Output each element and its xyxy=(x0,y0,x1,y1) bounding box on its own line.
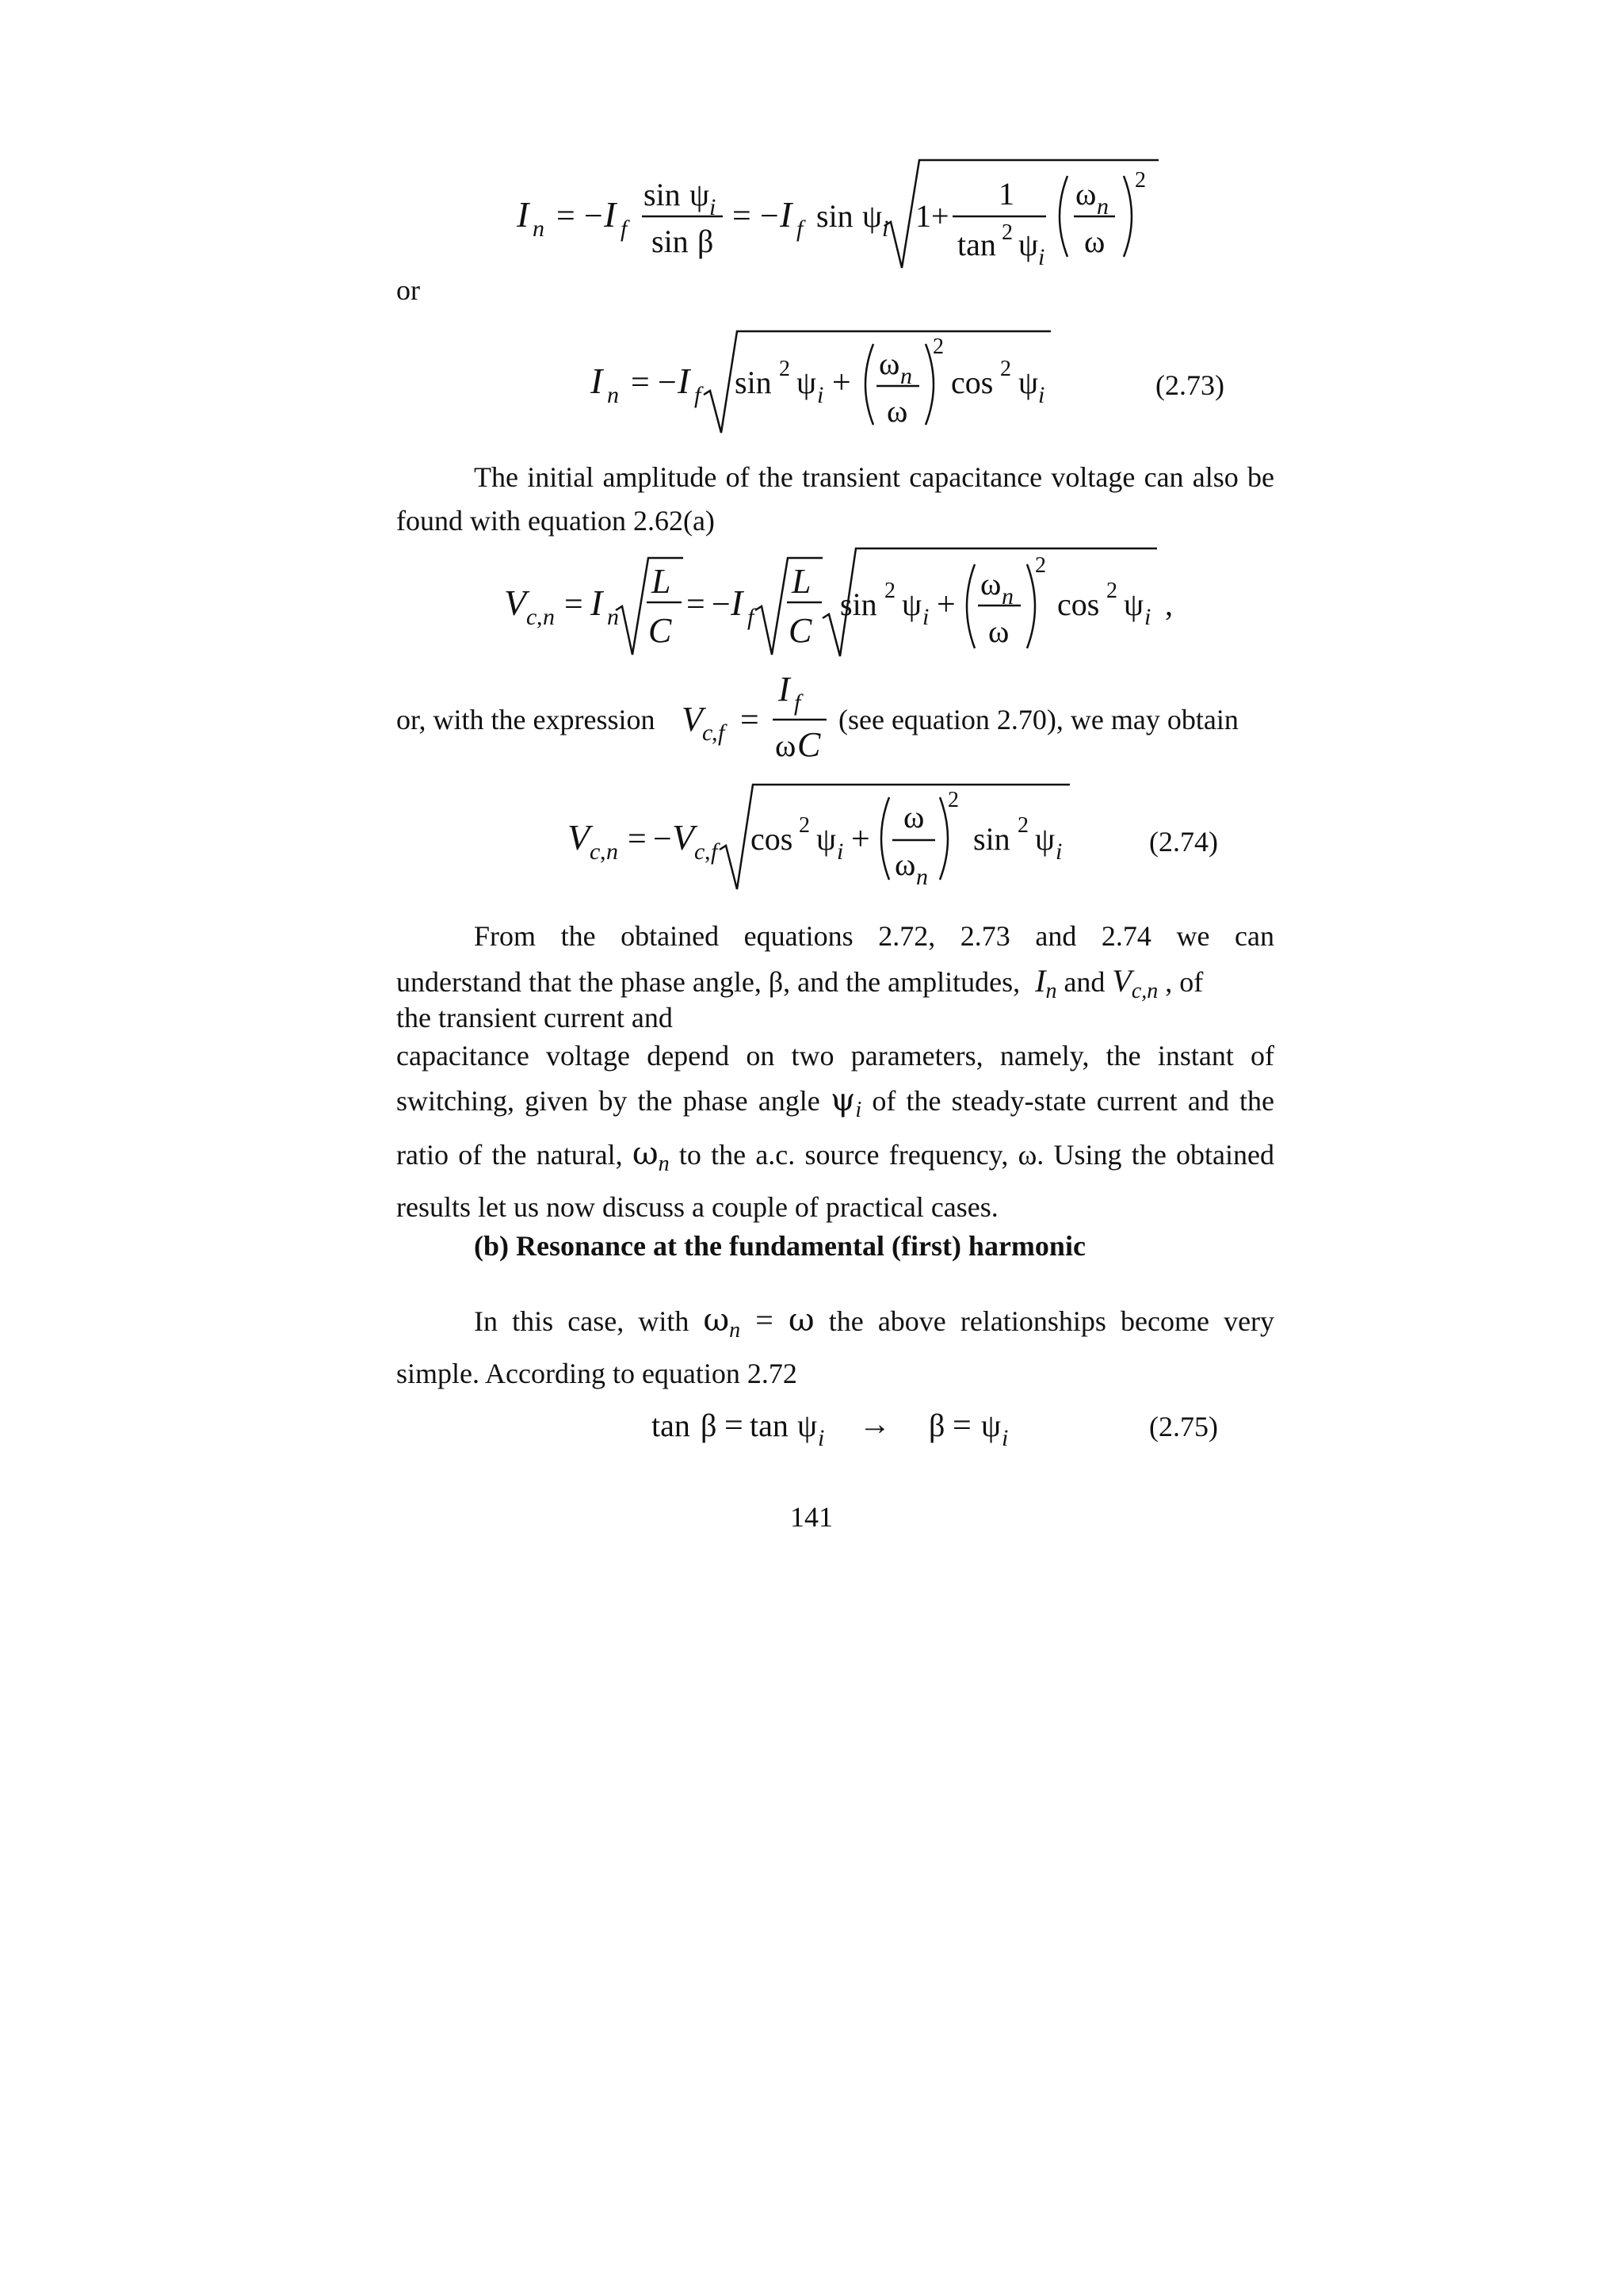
svg-text:i: i xyxy=(1056,839,1063,865)
svg-text:sin: sin xyxy=(643,177,681,212)
svg-text:β: β xyxy=(697,223,714,259)
svg-text:ψ: ψ xyxy=(816,821,837,857)
svg-text:n: n xyxy=(606,839,618,865)
svg-text:2: 2 xyxy=(1035,553,1046,578)
svg-text:,: , xyxy=(600,839,606,865)
line2-text-b: and xyxy=(1064,966,1106,998)
svg-text:f: f xyxy=(694,382,701,408)
svg-text:2: 2 xyxy=(1018,813,1029,838)
svg-text:+: + xyxy=(832,365,851,401)
equation-label-2-75: (2.75) xyxy=(1149,1411,1218,1442)
svg-text:ω: ω xyxy=(1084,223,1106,259)
svg-text:=: = xyxy=(953,1408,972,1444)
svg-text:i: i xyxy=(837,839,844,865)
svg-text:cos: cos xyxy=(750,821,793,857)
equation-2-74 xyxy=(567,785,1218,890)
svg-text:sin: sin xyxy=(651,223,689,259)
svg-text:n: n xyxy=(916,864,928,890)
equation-label-2-73: (2.73) xyxy=(1155,369,1224,401)
svg-text:ψ: ψ xyxy=(902,586,922,622)
para4-text-a: In this case, with xyxy=(474,1305,689,1337)
section-heading: (b) Resonance at the fundamental (first) harmonic xyxy=(474,1230,1086,1262)
svg-text:sin: sin xyxy=(816,198,854,234)
svg-text:,: , xyxy=(705,839,711,865)
line2-text-a: understand that the phase angle, β, and the amplitudes, xyxy=(396,966,1021,998)
svg-text:cos: cos xyxy=(951,365,994,400)
svg-text:β: β xyxy=(929,1408,945,1443)
para3-text-b: of the steady-state current and the ratio of the natural, xyxy=(396,1085,1275,1171)
svg-text:−: − xyxy=(653,821,672,858)
math-psi-i: $\psi_i$ xyxy=(830,1082,862,1122)
svg-text:ψ: ψ xyxy=(689,177,710,212)
paragraph-resonance-case xyxy=(396,1298,1274,1396)
svg-text:−: − xyxy=(584,198,603,235)
equation-2-73 xyxy=(590,331,1224,433)
svg-text:β: β xyxy=(701,1408,717,1443)
svg-text:=: = xyxy=(556,198,575,235)
svg-text:,: , xyxy=(712,720,718,746)
svg-text:=: = xyxy=(628,821,647,858)
svg-text:I: I xyxy=(678,361,690,401)
svg-text:i: i xyxy=(922,604,930,630)
svg-text:n: n xyxy=(1002,583,1014,609)
svg-text:ψ: ψ xyxy=(1018,365,1039,400)
svg-text:i: i xyxy=(818,1425,825,1451)
svg-text:cos: cos xyxy=(1057,586,1100,622)
svg-text:tan: tan xyxy=(651,1408,690,1443)
svg-text:i: i xyxy=(817,382,824,408)
svg-text:ψ: ψ xyxy=(1124,586,1144,622)
svg-text:2: 2 xyxy=(1002,220,1013,245)
svg-text:V: V xyxy=(567,817,590,858)
svg-text:i: i xyxy=(1038,382,1045,408)
svg-text:n: n xyxy=(1097,193,1109,220)
svg-text:I: I xyxy=(604,194,617,235)
or-connector: or xyxy=(396,274,420,306)
svg-text:f: f xyxy=(621,216,628,242)
svg-text:2: 2 xyxy=(948,788,959,812)
svg-text:=: = xyxy=(686,586,705,623)
svg-text:f: f xyxy=(747,604,754,630)
svg-text:I: I xyxy=(590,361,603,401)
svg-text:2: 2 xyxy=(884,579,896,603)
svg-text:n: n xyxy=(533,216,544,242)
svg-text:i: i xyxy=(1002,1425,1009,1451)
svg-text:C: C xyxy=(797,725,821,764)
svg-text:+: + xyxy=(937,586,956,623)
math-omega-n-equals-omega: $\omega_n = \omega$ xyxy=(703,1302,815,1343)
math-in: $I_n$ xyxy=(1027,963,1057,1003)
svg-text:−: − xyxy=(658,365,677,401)
svg-text:sin: sin xyxy=(735,365,772,400)
svg-text:I: I xyxy=(780,194,792,235)
svg-text:ψ: ψ xyxy=(797,1408,818,1443)
paragraph-initial-amplitude: The initial amplitude of the transient capacitance voltage can also be found with equation 2.62(a) xyxy=(396,461,1274,537)
expression-lead-text: or, with the expression xyxy=(396,704,655,735)
paragraph-obtained-equations-line3: the transient current and xyxy=(396,1002,673,1033)
expression-tail-text: (see equation 2.70), we may obtain xyxy=(838,704,1239,735)
svg-text:I: I xyxy=(731,583,743,623)
svg-text:→: → xyxy=(859,1406,891,1442)
equation-label-2-74: (2.74) xyxy=(1149,826,1218,858)
equation-vcn-sqrt-lc xyxy=(504,548,1173,656)
svg-text:2: 2 xyxy=(799,813,810,838)
svg-text:c: c xyxy=(526,604,537,630)
svg-text:n: n xyxy=(607,382,619,408)
svg-text:V: V xyxy=(672,817,695,858)
svg-text:2: 2 xyxy=(779,357,790,381)
svg-text:i: i xyxy=(882,216,889,242)
svg-text:2: 2 xyxy=(1000,357,1011,381)
para3-text-c: to the a.c. source frequency, ω. Using the obtained results let us now discuss a couple of practical cases. xyxy=(396,1139,1275,1223)
svg-text:n: n xyxy=(543,604,555,630)
svg-text:2: 2 xyxy=(1135,168,1146,193)
svg-text:2: 2 xyxy=(1106,579,1117,603)
svg-text:+: + xyxy=(851,821,870,858)
svg-text:V: V xyxy=(504,583,527,623)
svg-text:ψ: ψ xyxy=(1035,821,1056,857)
svg-text:,: , xyxy=(537,604,543,630)
line2-text-c: , of xyxy=(1165,966,1204,998)
para4-text-b: the above relationships become very simple. According to equation 2.72 xyxy=(396,1305,1275,1389)
svg-text:i: i xyxy=(1038,244,1045,270)
svg-text:=: = xyxy=(732,198,751,235)
svg-text:=: = xyxy=(564,586,583,623)
svg-text:ω: ω xyxy=(775,728,796,763)
svg-text:f: f xyxy=(796,216,804,242)
svg-text:f: f xyxy=(711,839,718,865)
svg-text:=: = xyxy=(724,1408,743,1444)
svg-text:I: I xyxy=(778,670,790,709)
svg-text:V: V xyxy=(682,700,703,739)
svg-text:i: i xyxy=(709,194,716,220)
svg-text:tan: tan xyxy=(957,227,996,262)
svg-text:ω: ω xyxy=(980,566,1002,602)
paragraph-obtained-equations-line1: From the obtained equations 2.72, 2.73 and 2.74 we can xyxy=(474,920,1274,952)
svg-text:ψ: ψ xyxy=(862,198,883,234)
svg-text:L: L xyxy=(651,562,671,601)
para3-text-a: capacitance voltage depend on two parameters, namely, the instant of switching, given by the phase angle xyxy=(396,1040,1274,1117)
svg-text:sin: sin xyxy=(973,821,1010,857)
svg-text:f: f xyxy=(794,690,801,716)
svg-text:,: , xyxy=(1165,586,1173,622)
svg-text:sin: sin xyxy=(840,586,877,622)
svg-text:f: f xyxy=(718,720,725,746)
svg-text:2: 2 xyxy=(933,334,944,359)
svg-text:ψ: ψ xyxy=(1018,227,1039,262)
paragraph-capacitance-voltage xyxy=(396,1034,1274,1229)
svg-text:1: 1 xyxy=(999,176,1014,212)
equation-vcf-inline xyxy=(682,670,827,764)
svg-text:c: c xyxy=(590,839,601,865)
svg-text:i: i xyxy=(1144,604,1151,630)
svg-text:tan: tan xyxy=(750,1408,789,1443)
svg-text:ω: ω xyxy=(879,346,900,381)
svg-text:ω: ω xyxy=(887,393,908,429)
svg-text:ψ: ψ xyxy=(796,365,817,400)
svg-text:ω: ω xyxy=(903,799,925,835)
equation-2-75 xyxy=(651,1406,1218,1451)
svg-text:C: C xyxy=(648,611,672,650)
page-number: 141 xyxy=(790,1501,833,1533)
svg-text:ψ: ψ xyxy=(981,1408,1002,1443)
svg-text:n: n xyxy=(607,604,619,630)
svg-text:ω: ω xyxy=(988,613,1010,649)
svg-text:I: I xyxy=(517,194,529,235)
math-omega-n: $\omega_n$ xyxy=(632,1136,670,1176)
svg-text:C: C xyxy=(789,611,812,650)
math-vcn: $V_{c,n}$ xyxy=(1112,963,1159,1003)
svg-text:−: − xyxy=(760,198,779,235)
svg-text:n: n xyxy=(900,363,912,389)
svg-text:1+: 1+ xyxy=(915,198,949,234)
svg-text:=: = xyxy=(740,702,759,739)
svg-text:c: c xyxy=(702,720,713,746)
svg-text:=: = xyxy=(631,365,650,401)
svg-text:ω: ω xyxy=(895,846,916,882)
svg-text:ω: ω xyxy=(1075,176,1097,212)
svg-text:−: − xyxy=(712,586,731,623)
svg-text:c: c xyxy=(694,839,705,865)
svg-text:I: I xyxy=(590,583,603,623)
equation-in-sin-ratio xyxy=(516,160,1159,270)
svg-text:L: L xyxy=(792,562,812,601)
paragraph-obtained-equations-line2 xyxy=(396,961,1203,1005)
